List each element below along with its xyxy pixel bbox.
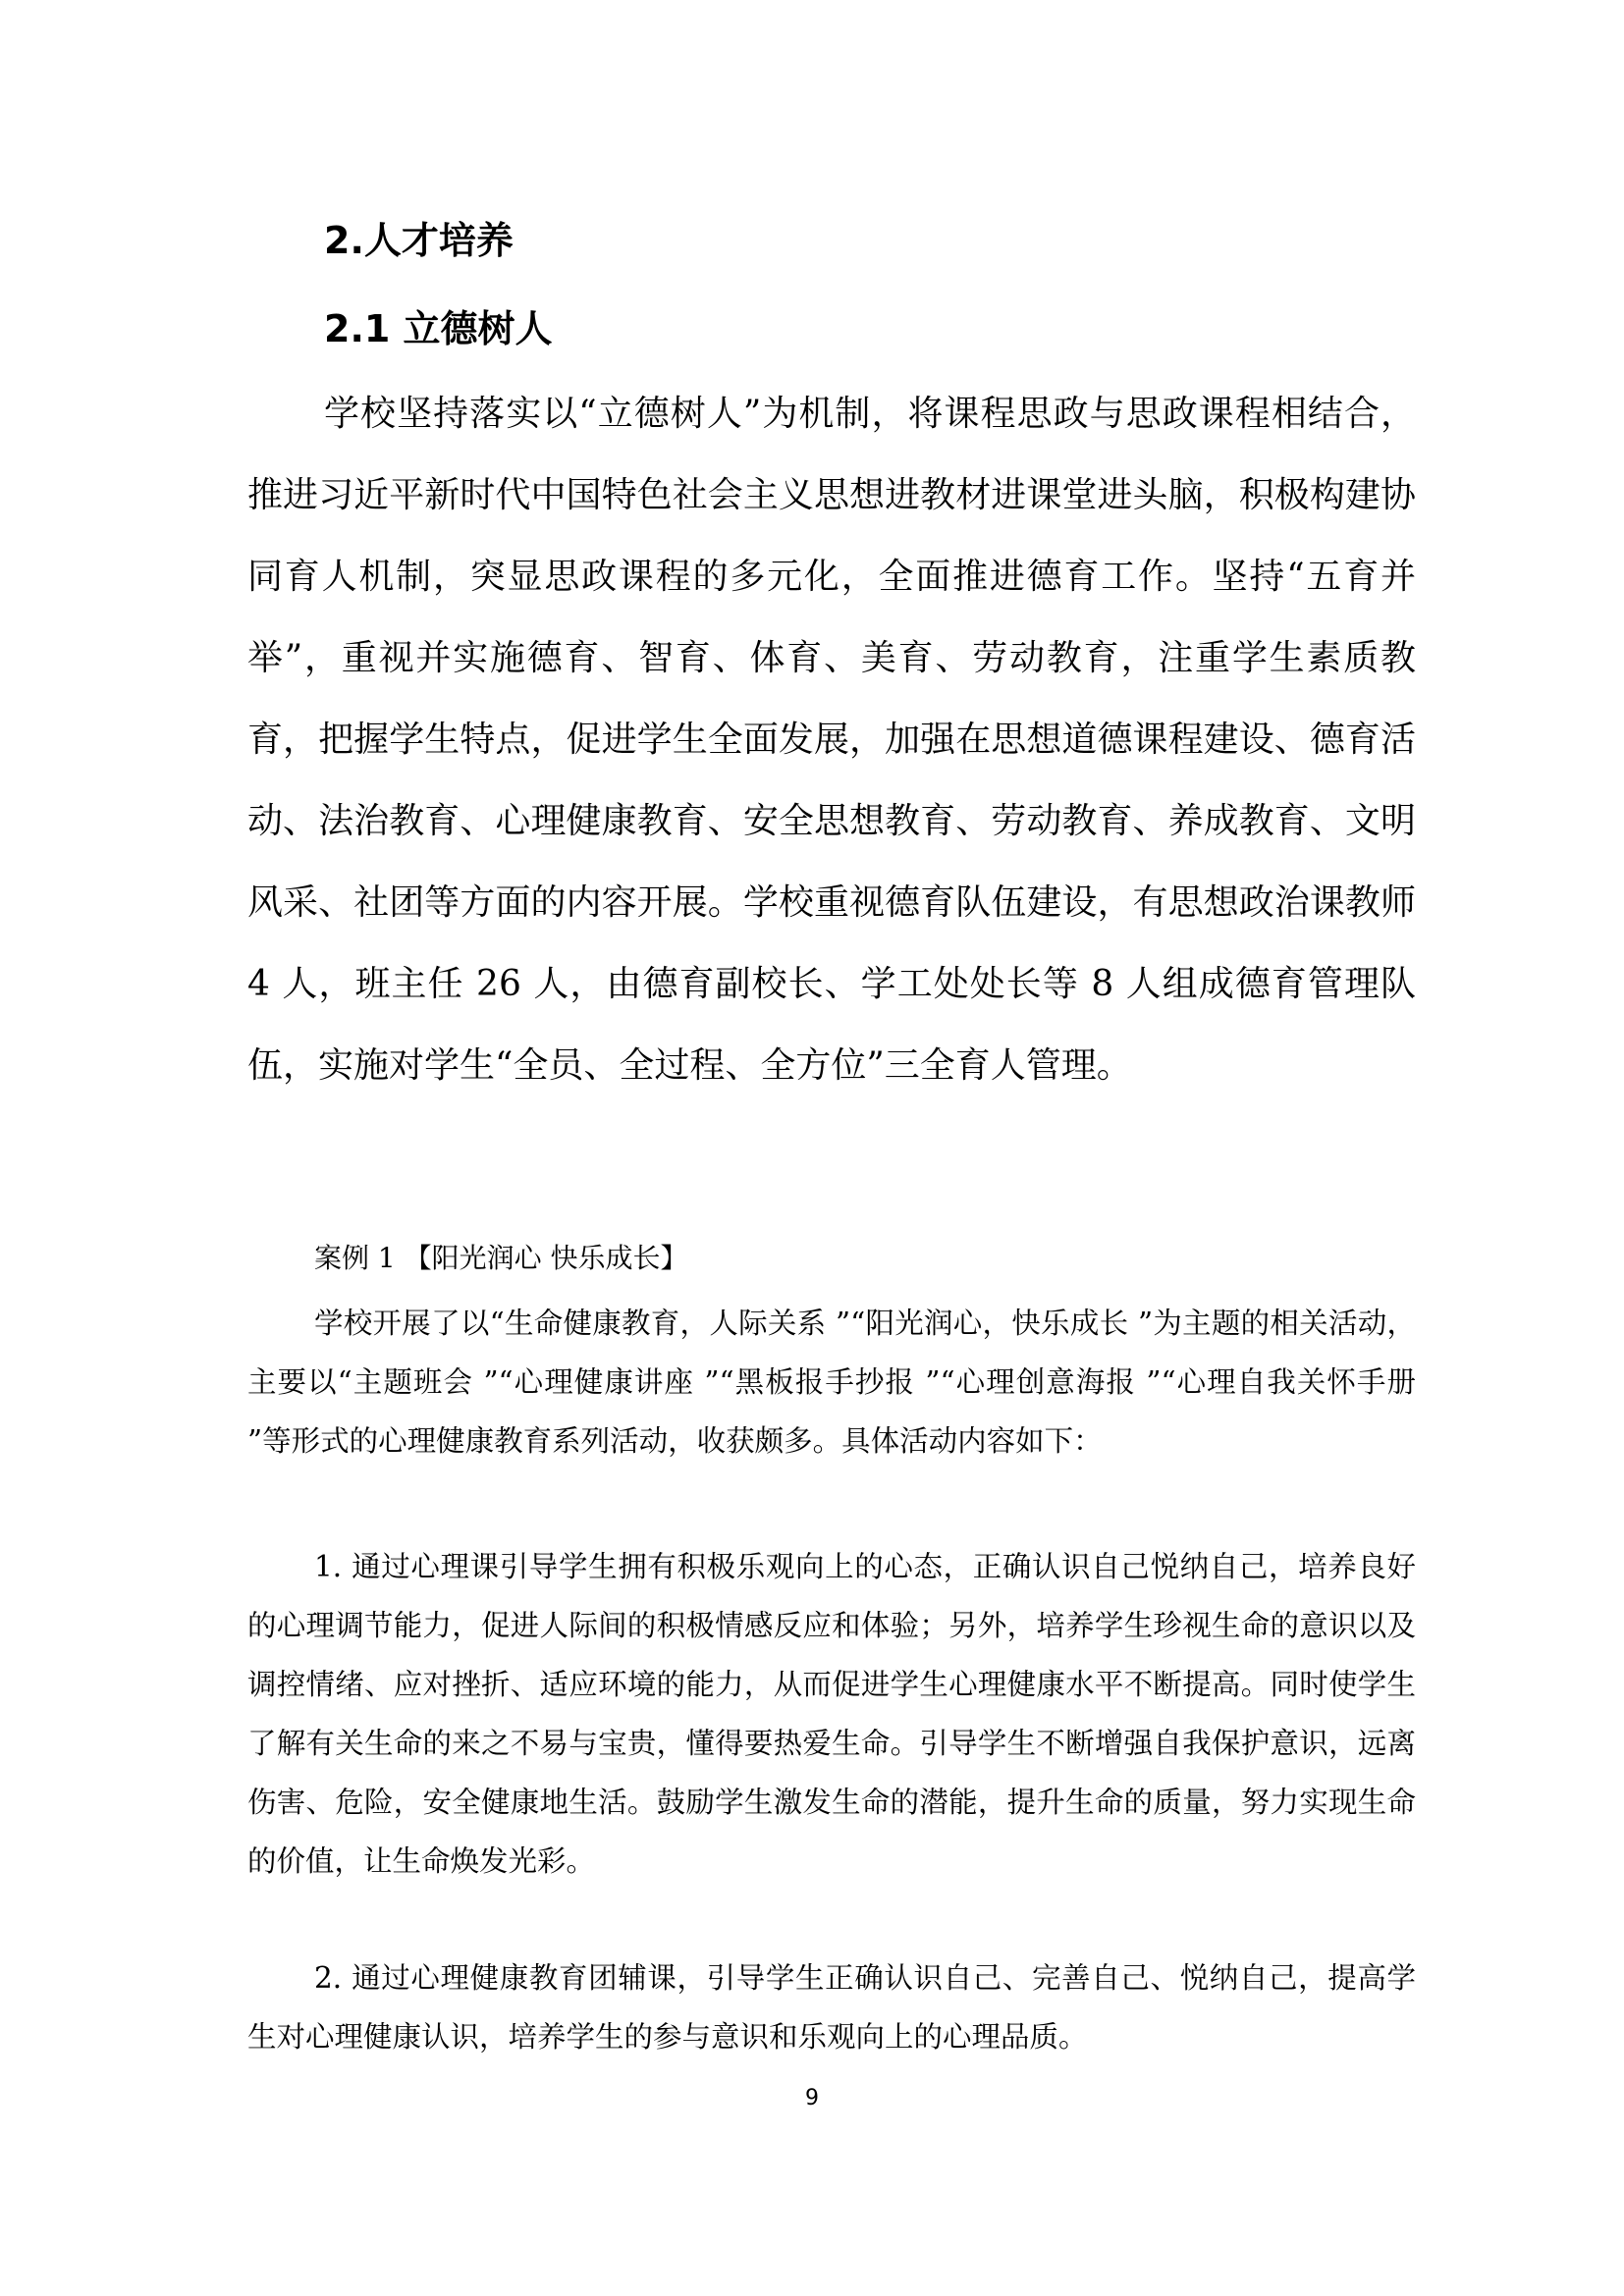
case-paragraph: 学校开展了以“生命健康教育，人际关系 ”“阳光润心，快乐成长 ”为主题的相关活动，主要以“主题班会 ”“心理健康讲座 ”“黑板报手抄报 ”“心理创意海报 ”“心理自我关怀手册 ”等形式的心理健康教育系列活动，收获颇多。具体活动内容如下： — [247, 1307, 1416, 1458]
body-paragraph: 学校坚持落实以“立德树人”为机制，将课程思政与思政课程相结合，推进习近平新时代中国特色社会主义思想进教材进课堂进头脑，积极构建协同育人机制，突显思政课程的多元化，全面推进德育工作。坚持“五育并举”，重视并实施德育、智育、体育、美育、劳动教育，注重学生素质教育，把握学生特点，促进学生全面发展，加强在思想道德课程建设、德育活动、法治教育、心理健康教育、安全思想教育、劳动教育、养成教育、文明风采、社团等方面的内容开展。学校重视德育队伍建设，有思想政治课教师 4 人，班主任 26 人，由德育副校长、学工处处长等 8 人组成德育管理队伍，实施对学生“全员、全过程、全方位”三全育人管理。 — [247, 394, 1416, 1086]
section-heading: 2.人才培养 — [324, 219, 514, 262]
case-list-item-2: 2. 通过心理健康教育团辅课，引导学生正确认识自己、完善自己、悦纳自己，提高学生对心理健康认识，培养学生的参与意识和乐观向上的心理品质。 — [247, 1961, 1416, 2054]
subsection-heading: 2.1 立德树人 — [324, 307, 553, 350]
page-number: 9 — [805, 2086, 819, 2110]
case-list-item-1: 1. 通过心理课引导学生拥有积极乐观向上的心态，正确认识自己悦纳自己，培养良好的心理调节能力，促进人际间的积极情感反应和体验；另外，培养学生珍视生命的意识以及调控情绪、应对挫折、适应环境的能力，从而促进学生心理健康水平不断提高。同时使学生了解有关生命的来之不易与宝贵，懂得要热爱生命。引导学生不断增强自我保护意识，远离伤害、危险，安全健康地生活。鼓励学生激发生命的潜能，提升生命的质量，努力实现生命的价值，让生命焕发光彩。 — [247, 1550, 1416, 1878]
case-title: 案例 1 【阳光润心 快乐成长】 — [314, 1242, 688, 1274]
